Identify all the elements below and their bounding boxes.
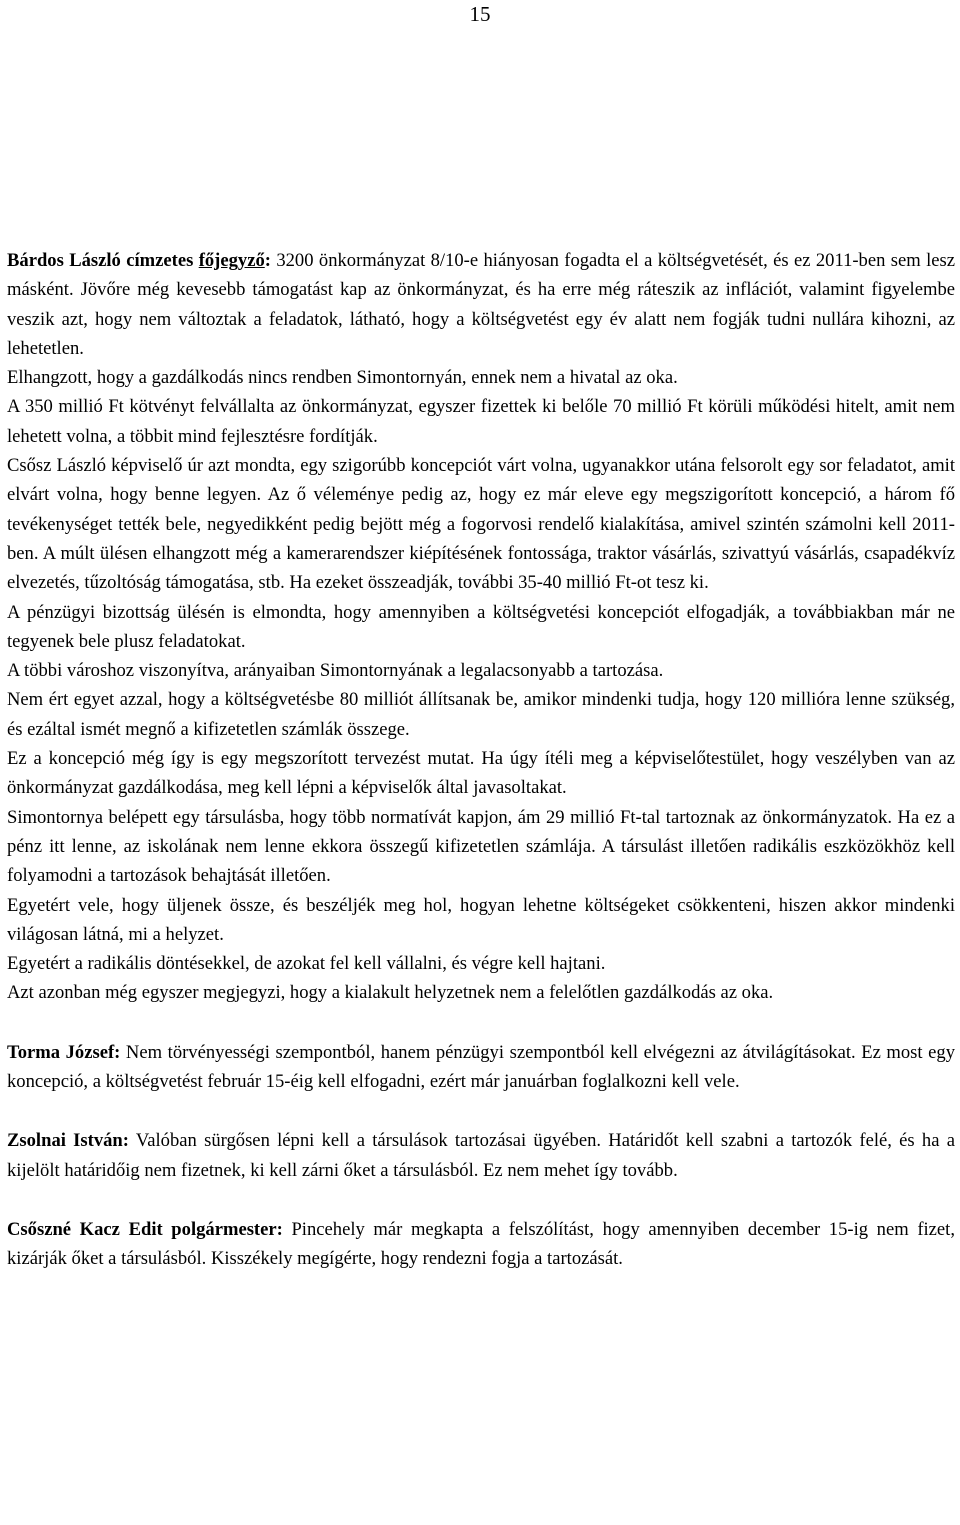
paragraph-bardos-1	[7, 246, 955, 363]
paragraph-torma	[7, 1038, 955, 1097]
speaker-colon: :	[264, 250, 271, 271]
paragraph-bardos-11: Egyetért a radikális döntésekkel, de azokat fel kell vállalni, és végre kell hajtani.	[7, 953, 606, 975]
page-number: 15	[469, 2, 491, 26]
paragraph-zsolnai	[7, 1126, 955, 1185]
paragraph-bardos-12: Azt azonban még egyszer megjegyzi, hogy a kialakult helyzetnek nem a felelőtlen gazdálkodás az oka.	[7, 982, 774, 1004]
paragraph-text: Pincehely már megkapta a felszólítást, hogy amennyiben december 15-ig nem fizet, kizárják őket a társulásból. Kisszékely megígérte, hogy rendezni fogja a tartozását.	[7, 1218, 955, 1270]
paragraph-text: Valóban sürgősen lépni kell a társulások tartozásai ügyében. Határidőt kell szabni a tartozók felé, és ha a kijelölt határidőig nem fizetnek, ki kell zárni őket a társulásból. Ez nem mehet így tovább.	[7, 1130, 955, 1181]
speaker-name: Torma József:	[7, 1041, 121, 1063]
document-body	[7, 246, 955, 1274]
paragraph-text: Nem törvényességi szempontból, hanem pénzügyi szempontból kell elvégezni az átvilágításokat. Ez most egy koncepció, a költségvetést február 15-éig kell elfogadni, ezért már januárban foglalkozni kell vele.	[7, 1041, 955, 1093]
paragraph-text: 3200 önkormányzat 8/10-e hiányosan fogadta el a költségvetését, és ez 2011-ben sem lesz másként. Jövőre még kevesebb támogatást kap az önkormányzat, és ha erre még ráteszik az inflációt, valamint figyelembe veszik azt, hogy nem változtak a feladatok, látható, hogy a költségvetést egy év alatt nem fogják tudni nullára kihozni, az lehetetlen.	[7, 250, 956, 359]
paragraph-bardos-9: Simontornya belépett egy társulásba, hogy több normatívát kapjon, ám 29 millió Ft-tal tartoznak az önkormányzatok. Ha ez a pénz itt lenne, az iskolának nem lenne ekkora összegű kifizetetlen számlája. A társulást illetően radikális eszközökhöz kell folyamodni a tartozások behajtását illetően.	[7, 806, 955, 887]
paragraph-bardos-8: Ez a koncepció még így is egy megszorított tervezést mutat. Ha úgy ítéli meg a képviselőtestület, hogy veszélyben van az önkormányzat gazdálkodása, meg kell lépni a képviselők által javasoltakat.	[7, 748, 955, 799]
speaker-name: Zsolnai István:	[7, 1130, 129, 1152]
paragraph-bardos-4: Csősz László képviselő úr azt mondta, egy szigorúbb koncepciót várt volna, ugyanakkor utána felsorolt egy sor feladatot, amit elvárt volna, hogy benne legyen. Az ő véleménye pedig az, hogy ez már eleve egy megszigorított koncepció, a három fő tevékenységet tették bele, negyedikként pedig bejött még a fogorvosi rendelő kialakítása, amivel szintén számolni kell 2011-ben. A múlt ülésen elhangzott még a kamerarendszer kiépítésének fontossága, traktor vásárlás, szivattyú vásárlás, csapadékvíz elvezetés, tűzoltóság támogatása, stb. Ha ezeket összeadják, további 35-40 millió Ft-ot tesz ki.	[7, 455, 955, 594]
speaker-name: Bárdos László címzetes	[7, 250, 199, 271]
paragraph-bardos-5: A pénzügyi bizottság ülésén is elmondta, hogy amennyiben a költségvetési koncepciót elfogadják, a továbbiakban már ne tegyenek bele plusz feladatokat.	[7, 601, 955, 652]
speaker-title: főjegyző	[198, 250, 265, 271]
paragraph-bardos-10: Egyetért vele, hogy üljenek össze, és beszéljék meg hol, hogyan lehetne költségeket csökkenteni, hiszen akkor mindenki világosan látná, mi a helyzet.	[7, 894, 955, 945]
paragraph-bardos-2: Elhangzott, hogy a gazdálkodás nincs rendben Simontornyán, ennek nem a hivatal az oka.	[7, 367, 678, 389]
paragraph-bardos-6: A többi városhoz viszonyítva, arányaiban Simontornyának a legalacsonyabb a tartozása.	[7, 660, 664, 682]
speaker-name: Csőszné Kacz Edit polgármester:	[7, 1218, 283, 1240]
paragraph-csoszne	[7, 1215, 955, 1274]
paragraph-bardos-3: A 350 millió Ft kötvényt felvállalta az önkormányzat, egyszer fizettek ki belőle 70 millió Ft körüli működési hitelt, amit nem lehetett volna, a többit mind fejlesztésre fordítják.	[7, 396, 955, 447]
paragraph-bardos-7: Nem ért egyet azzal, hogy a költségvetésbe 80 milliót állítsanak be, amikor mindenki tudja, hogy 120 millióra lenne szükség, és ezáltal ismét megnő a kifizetetlen számlák összege.	[7, 689, 955, 740]
